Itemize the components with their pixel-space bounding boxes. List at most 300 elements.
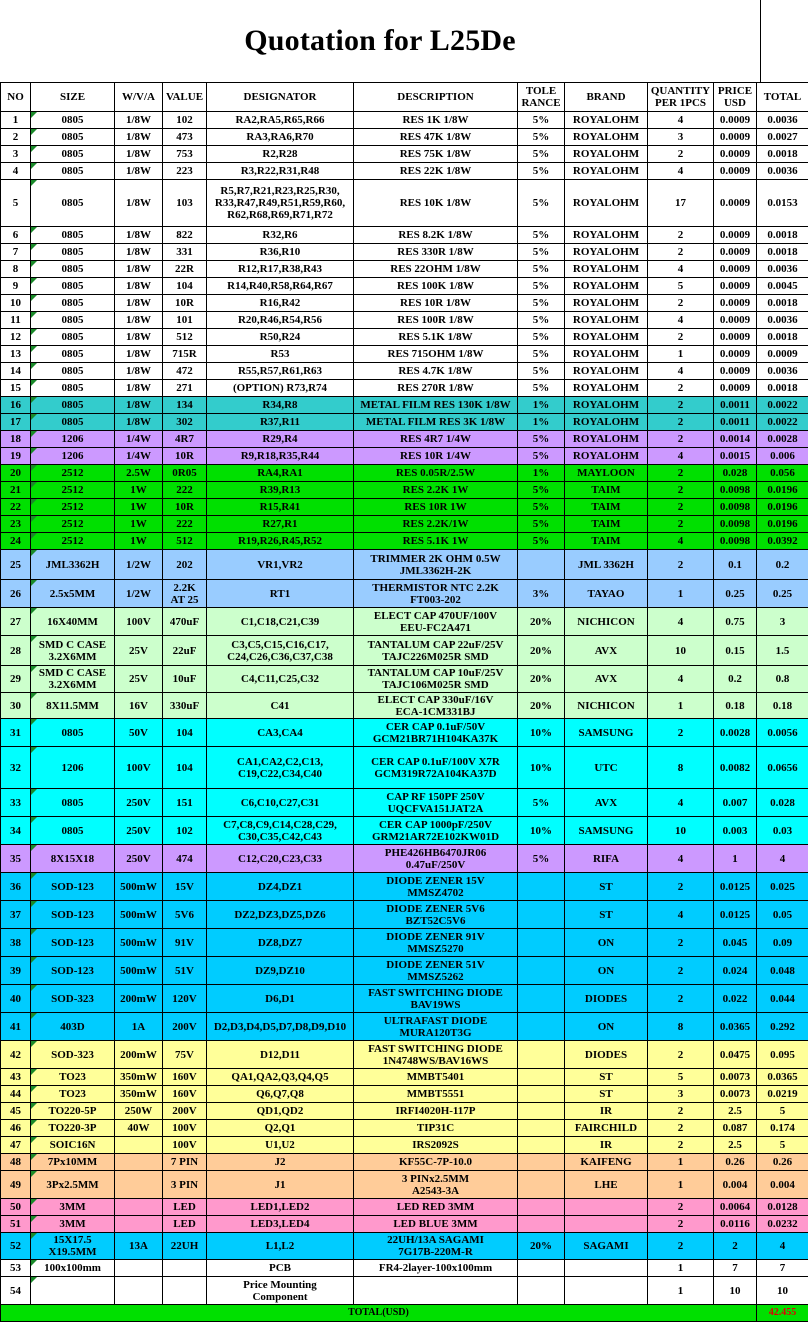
item-total: 0.2 [757,550,808,580]
item-price: 0.0014 [714,431,757,448]
item-size: SOD-123 [31,873,115,901]
item-rating: 13A [115,1233,163,1260]
item-value: 102 [163,112,207,129]
item-brand: ST [565,1069,648,1086]
item-value: 100V [163,1137,207,1154]
item-size: 3Px2.5MM [31,1171,115,1199]
item-size: 0805 [31,112,115,129]
item-tolerance [518,1013,565,1041]
item-total: 3 [757,608,808,636]
item-price: 0.0015 [714,448,757,465]
item-tolerance: 5% [518,180,565,227]
item-no: 1 [1,112,31,129]
item-size: 0805 [31,244,115,261]
item-value: 51V [163,957,207,985]
item-description: 22UH/13A SAGAMI 7G17B-220M-R [354,1233,518,1260]
item-brand: UTC [565,747,648,789]
item-size: TO220-5P [31,1103,115,1120]
item-total: 0.09 [757,929,808,957]
item-description: CER CAP 1000pF/250V GRM21AR72E102KW01D [354,817,518,845]
item-price: 0.2 [714,666,757,693]
item-rating: 25V [115,666,163,693]
item-brand [565,1199,648,1216]
item-total: 0.0018 [757,329,808,346]
title-area [0,0,760,82]
item-tolerance [518,1120,565,1137]
item-brand: IR [565,1137,648,1154]
header-total: TOTAL [757,83,808,112]
item-rating: 1/8W [115,180,163,227]
item-designator: R15,R41 [207,499,354,516]
quotation-table [0,82,808,1322]
item-no: 36 [1,873,31,901]
item-designator: C4,C11,C25,C32 [207,666,354,693]
item-description: FAST SWITCHING DIODE 1N4748WS/BAV16WS [354,1041,518,1069]
item-brand: ROYALOHM [565,129,648,146]
item-description: RES 5.1K 1/8W [354,329,518,346]
item-designator: R9,R18,R35,R44 [207,448,354,465]
table-row [1,817,808,845]
item-description: ULTRAFAST DIODE MURA120T3G [354,1013,518,1041]
item-no: 38 [1,929,31,957]
item-value: 101 [163,312,207,329]
item-description: RES 22K 1/8W [354,163,518,180]
item-size: 1206 [31,747,115,789]
page-title: Quotation for L25De [244,24,516,57]
item-tolerance: 1% [518,397,565,414]
item-rating: 1/8W [115,414,163,431]
item-rating: 200mW [115,985,163,1013]
item-quantity: 4 [648,608,714,636]
item-tolerance: 5% [518,845,565,873]
table-row [1,499,808,516]
item-designator: RT1 [207,580,354,608]
header-designator: DESIGNATOR [207,83,354,112]
item-total: 0.004 [757,1171,808,1199]
item-value: 4R7 [163,431,207,448]
item-value: 512 [163,329,207,346]
item-designator: C3,C5,C15,C16,C17, C24,C26,C36,C37,C38 [207,636,354,666]
item-quantity: 8 [648,747,714,789]
item-quantity: 2 [648,295,714,312]
item-tolerance [518,901,565,929]
item-total: 0.03 [757,817,808,845]
table-row [1,533,808,550]
item-size: 0805 [31,261,115,278]
item-description: RES 2.2K 1W [354,482,518,499]
item-designator: DZ2,DZ3,DZ5,DZ6 [207,901,354,929]
item-quantity: 17 [648,180,714,227]
item-no: 26 [1,580,31,608]
item-brand: ROYALOHM [565,244,648,261]
item-no: 52 [1,1233,31,1260]
item-designator: D12,D11 [207,1041,354,1069]
item-designator: U1,U2 [207,1137,354,1154]
item-designator: C41 [207,693,354,719]
item-brand: TAIM [565,516,648,533]
item-no: 35 [1,845,31,873]
item-designator: CA1,CA2,C2,C13, C19,C22,C34,C40 [207,747,354,789]
item-description: DIODE ZENER 5V6 BZT52C5V6 [354,901,518,929]
item-description: RES 2.2K/1W [354,516,518,533]
item-value: 223 [163,163,207,180]
item-brand: FAIRCHILD [565,1120,648,1137]
item-rating: 40W [115,1120,163,1137]
item-value: 75V [163,1041,207,1069]
item-size: SOD-323 [31,985,115,1013]
item-total: 0.0128 [757,1199,808,1216]
item-brand [565,1277,648,1305]
item-value: 7 PIN [163,1154,207,1171]
item-price: 0.0009 [714,244,757,261]
item-brand: ROYALOHM [565,112,648,129]
table-row [1,608,808,636]
item-total: 0.26 [757,1154,808,1171]
item-size: 0805 [31,363,115,380]
item-size: 0805 [31,227,115,244]
item-tolerance: 5% [518,112,565,129]
item-no: 5 [1,180,31,227]
item-rating: 350mW [115,1086,163,1103]
item-value: 330uF [163,693,207,719]
item-price: 0.18 [714,693,757,719]
item-rating: 1A [115,1013,163,1041]
item-description: DIODE ZENER 91V MMSZ5270 [354,929,518,957]
item-rating: 100V [115,608,163,636]
item-price: 0.0009 [714,380,757,397]
item-rating: 250V [115,789,163,817]
item-designator: R29,R4 [207,431,354,448]
item-description: RES 10R 1/8W [354,295,518,312]
table-row [1,1154,808,1171]
header-quantity: QUANTITY PER 1PCS [648,83,714,112]
item-rating [115,1260,163,1277]
item-quantity: 4 [648,312,714,329]
item-no: 23 [1,516,31,533]
item-value: 100V [163,1120,207,1137]
table-row [1,747,808,789]
item-description: IRS2092S [354,1137,518,1154]
item-description: ELECT CAP 470UF/100V EEU-FC2A471 [354,608,518,636]
item-quantity: 2 [648,985,714,1013]
item-rating: 1/8W [115,163,163,180]
item-description: RES 4.7K 1/8W [354,363,518,380]
item-rating: 1/8W [115,227,163,244]
item-brand: ON [565,957,648,985]
item-tolerance [518,873,565,901]
item-value: 470uF [163,608,207,636]
item-no: 3 [1,146,31,163]
item-rating: 500mW [115,901,163,929]
item-rating: 1W [115,482,163,499]
item-rating: 1/8W [115,312,163,329]
item-quantity: 8 [648,1013,714,1041]
item-value: 2.2K AT 25 [163,580,207,608]
item-value: 102 [163,817,207,845]
item-description: RES 330R 1/8W [354,244,518,261]
item-rating: 1/8W [115,129,163,146]
item-rating: 1/8W [115,363,163,380]
item-value: 104 [163,278,207,295]
item-brand: IR [565,1103,648,1120]
item-description: PHE426HB6470JR06 0.47uF/250V [354,845,518,873]
table-row [1,636,808,666]
item-tolerance: 5% [518,312,565,329]
item-value: 200V [163,1103,207,1120]
item-tolerance: 5% [518,295,565,312]
table-row [1,1120,808,1137]
table-row [1,985,808,1013]
item-total: 5 [757,1103,808,1120]
item-rating: 1/8W [115,112,163,129]
table-row [1,295,808,312]
item-size: 0805 [31,180,115,227]
item-description: TANTALUM CAP 10uF/25V TAJC106M025R SMD [354,666,518,693]
item-rating: 1W [115,516,163,533]
item-quantity: 1 [648,1154,714,1171]
item-brand: ROYALOHM [565,295,648,312]
item-no: 22 [1,499,31,516]
item-rating: 1/8W [115,346,163,363]
grand-total: 42.455 [757,1305,808,1322]
item-total: 0.0036 [757,112,808,129]
item-description: CAP RF 150PF 250V UQCFVA151JAT2A [354,789,518,817]
item-brand: ROYALOHM [565,363,648,380]
item-quantity: 4 [648,789,714,817]
item-total: 0.0036 [757,312,808,329]
header-brand: BRAND [565,83,648,112]
item-tolerance [518,1154,565,1171]
item-rating: 100V [115,747,163,789]
item-brand: DIODES [565,985,648,1013]
item-designator: R27,R1 [207,516,354,533]
item-description: RES 5.1K 1W [354,533,518,550]
item-tolerance [518,1260,565,1277]
item-tolerance [518,1277,565,1305]
item-description: RES 100R 1/8W [354,312,518,329]
item-brand: TAYAO [565,580,648,608]
item-designator: R16,R42 [207,295,354,312]
item-rating [115,1216,163,1233]
item-price: 0.007 [714,789,757,817]
item-quantity: 2 [648,146,714,163]
item-designator: DZ8,DZ7 [207,929,354,957]
item-description: RES 10K 1/8W [354,180,518,227]
table-row [1,227,808,244]
item-no: 51 [1,1216,31,1233]
item-description: RES 47K 1/8W [354,129,518,146]
item-price: 0.0009 [714,312,757,329]
item-quantity: 1 [648,1260,714,1277]
item-designator: R20,R46,R54,R56 [207,312,354,329]
table-row [1,129,808,146]
item-tolerance: 5% [518,499,565,516]
item-description: DIODE ZENER 51V MMSZ5262 [354,957,518,985]
item-rating: 500mW [115,929,163,957]
item-value: 22uF [163,636,207,666]
item-designator: R36,R10 [207,244,354,261]
table-row [1,1041,808,1069]
table-row [1,516,808,533]
item-value: 271 [163,380,207,397]
item-price: 0.0009 [714,363,757,380]
item-quantity: 1 [648,580,714,608]
item-tolerance: 20% [518,1233,565,1260]
item-price: 0.0098 [714,533,757,550]
item-tolerance: 5% [518,789,565,817]
table-row [1,448,808,465]
item-total: 0.0022 [757,414,808,431]
item-quantity: 3 [648,129,714,146]
item-rating: 1/2W [115,580,163,608]
item-value: 5V6 [163,901,207,929]
item-rating: 250W [115,1103,163,1120]
table-row [1,693,808,719]
item-value: 715R [163,346,207,363]
item-tolerance [518,1103,565,1120]
item-tolerance [518,957,565,985]
item-description [354,1277,518,1305]
item-rating [115,1277,163,1305]
table-row [1,1137,808,1154]
item-rating: 250V [115,817,163,845]
item-price: 0.028 [714,465,757,482]
item-value: 120V [163,985,207,1013]
item-value: 10uF [163,666,207,693]
item-description: TRIMMER 2K OHM 0.5W JML3362H-2K [354,550,518,580]
title-right-cell [760,0,808,82]
item-quantity: 2 [648,227,714,244]
item-tolerance: 5% [518,516,565,533]
item-brand: ROYALOHM [565,380,648,397]
item-no: 50 [1,1199,31,1216]
item-price: 2.5 [714,1137,757,1154]
item-no: 11 [1,312,31,329]
item-total: 0.0196 [757,482,808,499]
item-total: 0.0036 [757,261,808,278]
item-quantity: 2 [648,957,714,985]
item-brand: ROYALOHM [565,278,648,295]
item-value: 15V [163,873,207,901]
item-no: 20 [1,465,31,482]
item-brand: ROYALOHM [565,146,648,163]
item-designator: Q6,Q7,Q8 [207,1086,354,1103]
table-row [1,112,808,129]
item-no: 12 [1,329,31,346]
item-total: 5 [757,1137,808,1154]
item-tolerance: 5% [518,163,565,180]
table-row [1,163,808,180]
item-tolerance: 5% [518,278,565,295]
item-rating [115,1199,163,1216]
item-total: 0.0656 [757,747,808,789]
item-brand [565,1260,648,1277]
item-designator: R55,R57,R61,R63 [207,363,354,380]
item-tolerance [518,1216,565,1233]
item-quantity: 4 [648,845,714,873]
item-value: LED [163,1199,207,1216]
header-value: VALUE [163,83,207,112]
item-no: 24 [1,533,31,550]
item-price: 0.0009 [714,163,757,180]
table-row [1,1277,808,1305]
item-size: 2512 [31,482,115,499]
item-tolerance: 3% [518,580,565,608]
item-total: 0.006 [757,448,808,465]
item-size: 403D [31,1013,115,1041]
item-tolerance [518,550,565,580]
item-description: 3 PINx2.5MM A2543-3A [354,1171,518,1199]
item-total: 0.048 [757,957,808,985]
item-designator: R19,R26,R45,R52 [207,533,354,550]
item-size: SOD-123 [31,929,115,957]
item-quantity: 4 [648,163,714,180]
item-brand: LHE [565,1171,648,1199]
item-price: 0.0009 [714,112,757,129]
item-total: 0.8 [757,666,808,693]
item-size: 2512 [31,465,115,482]
item-value: 222 [163,482,207,499]
item-brand [565,1216,648,1233]
item-quantity: 2 [648,482,714,499]
item-designator: VR1,VR2 [207,550,354,580]
header-wva: W/V/A [115,83,163,112]
item-size: 0805 [31,146,115,163]
item-quantity: 4 [648,901,714,929]
item-value: 0R05 [163,465,207,482]
item-quantity: 2 [648,719,714,747]
item-designator: RA2,RA5,R65,R66 [207,112,354,129]
item-quantity: 2 [648,380,714,397]
item-price: 0.024 [714,957,757,985]
item-description: METAL FILM RES 130K 1/8W [354,397,518,414]
item-total: 0.0196 [757,516,808,533]
item-brand: KAIFENG [565,1154,648,1171]
item-quantity: 2 [648,1199,714,1216]
item-tolerance: 5% [518,363,565,380]
item-description: RES 4R7 1/4W [354,431,518,448]
item-size [31,1277,115,1305]
item-no: 29 [1,666,31,693]
item-price: 0.0125 [714,873,757,901]
item-tolerance: 10% [518,747,565,789]
item-tolerance: 5% [518,261,565,278]
item-value: 160V [163,1086,207,1103]
table-row [1,380,808,397]
item-no: 21 [1,482,31,499]
item-tolerance [518,1137,565,1154]
item-description: CER CAP 0.1uF/100V X7R GCM319R72A104KA37D [354,747,518,789]
item-size: SOD-323 [31,1041,115,1069]
item-tolerance: 1% [518,465,565,482]
table-row [1,431,808,448]
item-rating: 16V [115,693,163,719]
total-label: TOTAL(USD) [1,1305,757,1322]
item-value: 473 [163,129,207,146]
item-brand: AVX [565,666,648,693]
item-total: 0.0036 [757,163,808,180]
total-row [1,1305,808,1322]
item-no: 34 [1,817,31,845]
item-total: 0.0018 [757,380,808,397]
item-size: SOD-123 [31,901,115,929]
header-no: NO [1,83,31,112]
header-size: SIZE [31,83,115,112]
item-size: 2512 [31,499,115,516]
item-size: 0805 [31,329,115,346]
item-rating [115,1154,163,1171]
table-row [1,465,808,482]
